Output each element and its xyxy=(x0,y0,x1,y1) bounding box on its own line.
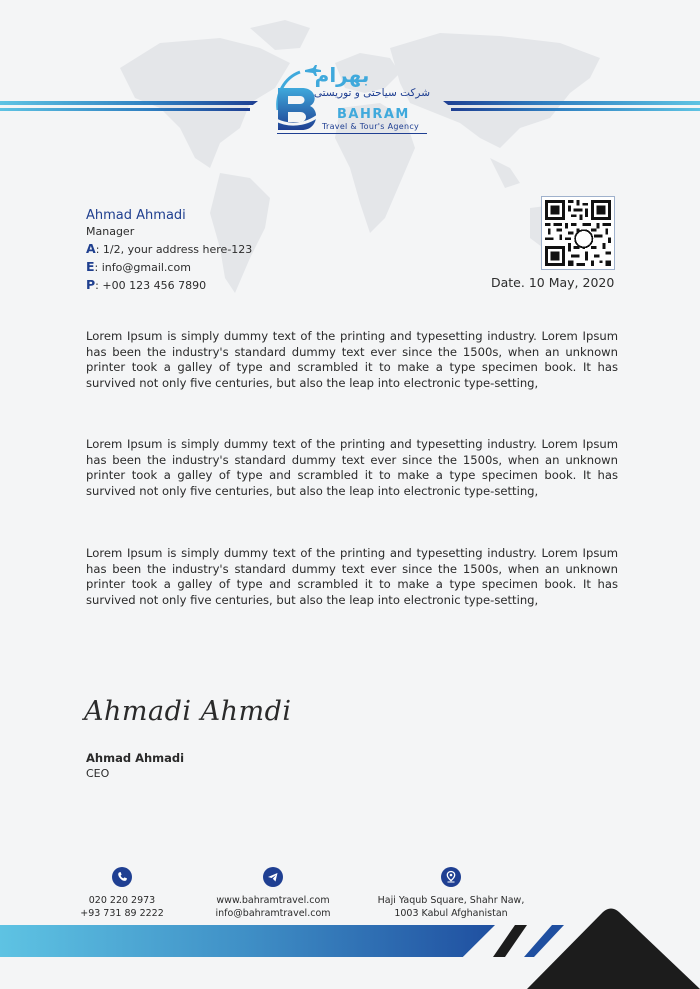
telegram-icon xyxy=(263,867,283,887)
phone-label: P xyxy=(86,277,96,292)
brand-tagline-persian: شرکت سیاحتی و توریستی xyxy=(313,87,430,99)
footer-dark-triangle xyxy=(527,907,700,989)
sender-email xyxy=(86,258,252,276)
footer-phone-line2: +93 731 89 2222 xyxy=(80,907,164,919)
body-paragraph: Lorem Ipsum is simply dummy text of the printing and typesetting industry. Lorem Ipsum has been the industry's standard dummy text ever since the 1500s, when an unknown printer took a galley of type and scrambled it to make a type specimen book. It has survived not only five centuries, but also the leap into electronic type-setting, xyxy=(86,437,618,498)
location-pin-icon xyxy=(441,867,461,887)
qr-code[interactable] xyxy=(541,196,615,270)
footer-email[interactable]: info@bahramtravel.com xyxy=(215,907,331,919)
logo-underline xyxy=(277,133,427,134)
signatory-name: Ahmad Ahmadi xyxy=(86,751,185,765)
signatory-title: CEO xyxy=(86,767,110,780)
footer-location xyxy=(365,895,537,920)
address-label: A xyxy=(86,241,96,256)
footer-gradient-band xyxy=(0,925,495,957)
brand-tagline: Travel & Tour's Agency xyxy=(322,122,420,131)
sender-name: Ahmad Ahmadi xyxy=(86,208,186,223)
whatsapp-icon xyxy=(575,230,592,247)
footer-website[interactable]: www.bahramtravel.com xyxy=(216,895,330,906)
body-paragraph: Lorem Ipsum is simply dummy text of the printing and typesetting industry. Lorem Ipsum has been the industry's standard dummy text ever since the 1500s, when an unknown printer took a galley of type and scrambled it to make a type specimen book. It has survived not only five centuries, but also the leap into electronic type-setting, xyxy=(86,546,618,607)
email-value: : info@gmail.com xyxy=(94,261,191,274)
body-paragraph: Lorem Ipsum is simply dummy text of the printing and typesetting industry. Lorem Ipsum has been the industry's standard dummy text ever since the 1500s, when an unknown printer took a galley of type and scrambled it to make a type specimen book. It has survived not only five centuries, but also the leap into electronic type-setting, xyxy=(86,329,618,390)
footer-phone-line1: 020 220 2973 xyxy=(88,895,156,906)
footer-phone xyxy=(72,895,172,920)
phone-value: : +00 123 456 7890 xyxy=(95,279,207,292)
brand-name: BAHRAM xyxy=(337,107,410,122)
footer-location-line1: Haji Yaqub Square, Shahr Naw, xyxy=(377,895,525,906)
sender-address xyxy=(86,240,252,258)
header-line-left-bottom xyxy=(0,108,250,111)
brand-name-persian: بهرام xyxy=(314,63,370,87)
email-label: E xyxy=(86,259,95,274)
phone-icon xyxy=(112,867,132,887)
sender-role: Manager xyxy=(86,225,135,238)
footer-stripe-dark xyxy=(493,925,527,957)
header-line-left-top xyxy=(0,101,258,105)
footer-location-line2: 1003 Kabul Afghanistan xyxy=(394,907,508,919)
header-line-right-top xyxy=(443,101,700,105)
address-value: : 1/2, your address here-123 xyxy=(95,243,253,256)
sender-phone xyxy=(86,276,252,294)
handwritten-signature: Ahmadi Ahmdi xyxy=(84,696,292,727)
letter-date: Date. 10 May, 2020 xyxy=(491,275,615,290)
header-line-right-bottom xyxy=(451,108,700,111)
footer-web xyxy=(203,895,343,920)
sender-block xyxy=(86,208,252,294)
